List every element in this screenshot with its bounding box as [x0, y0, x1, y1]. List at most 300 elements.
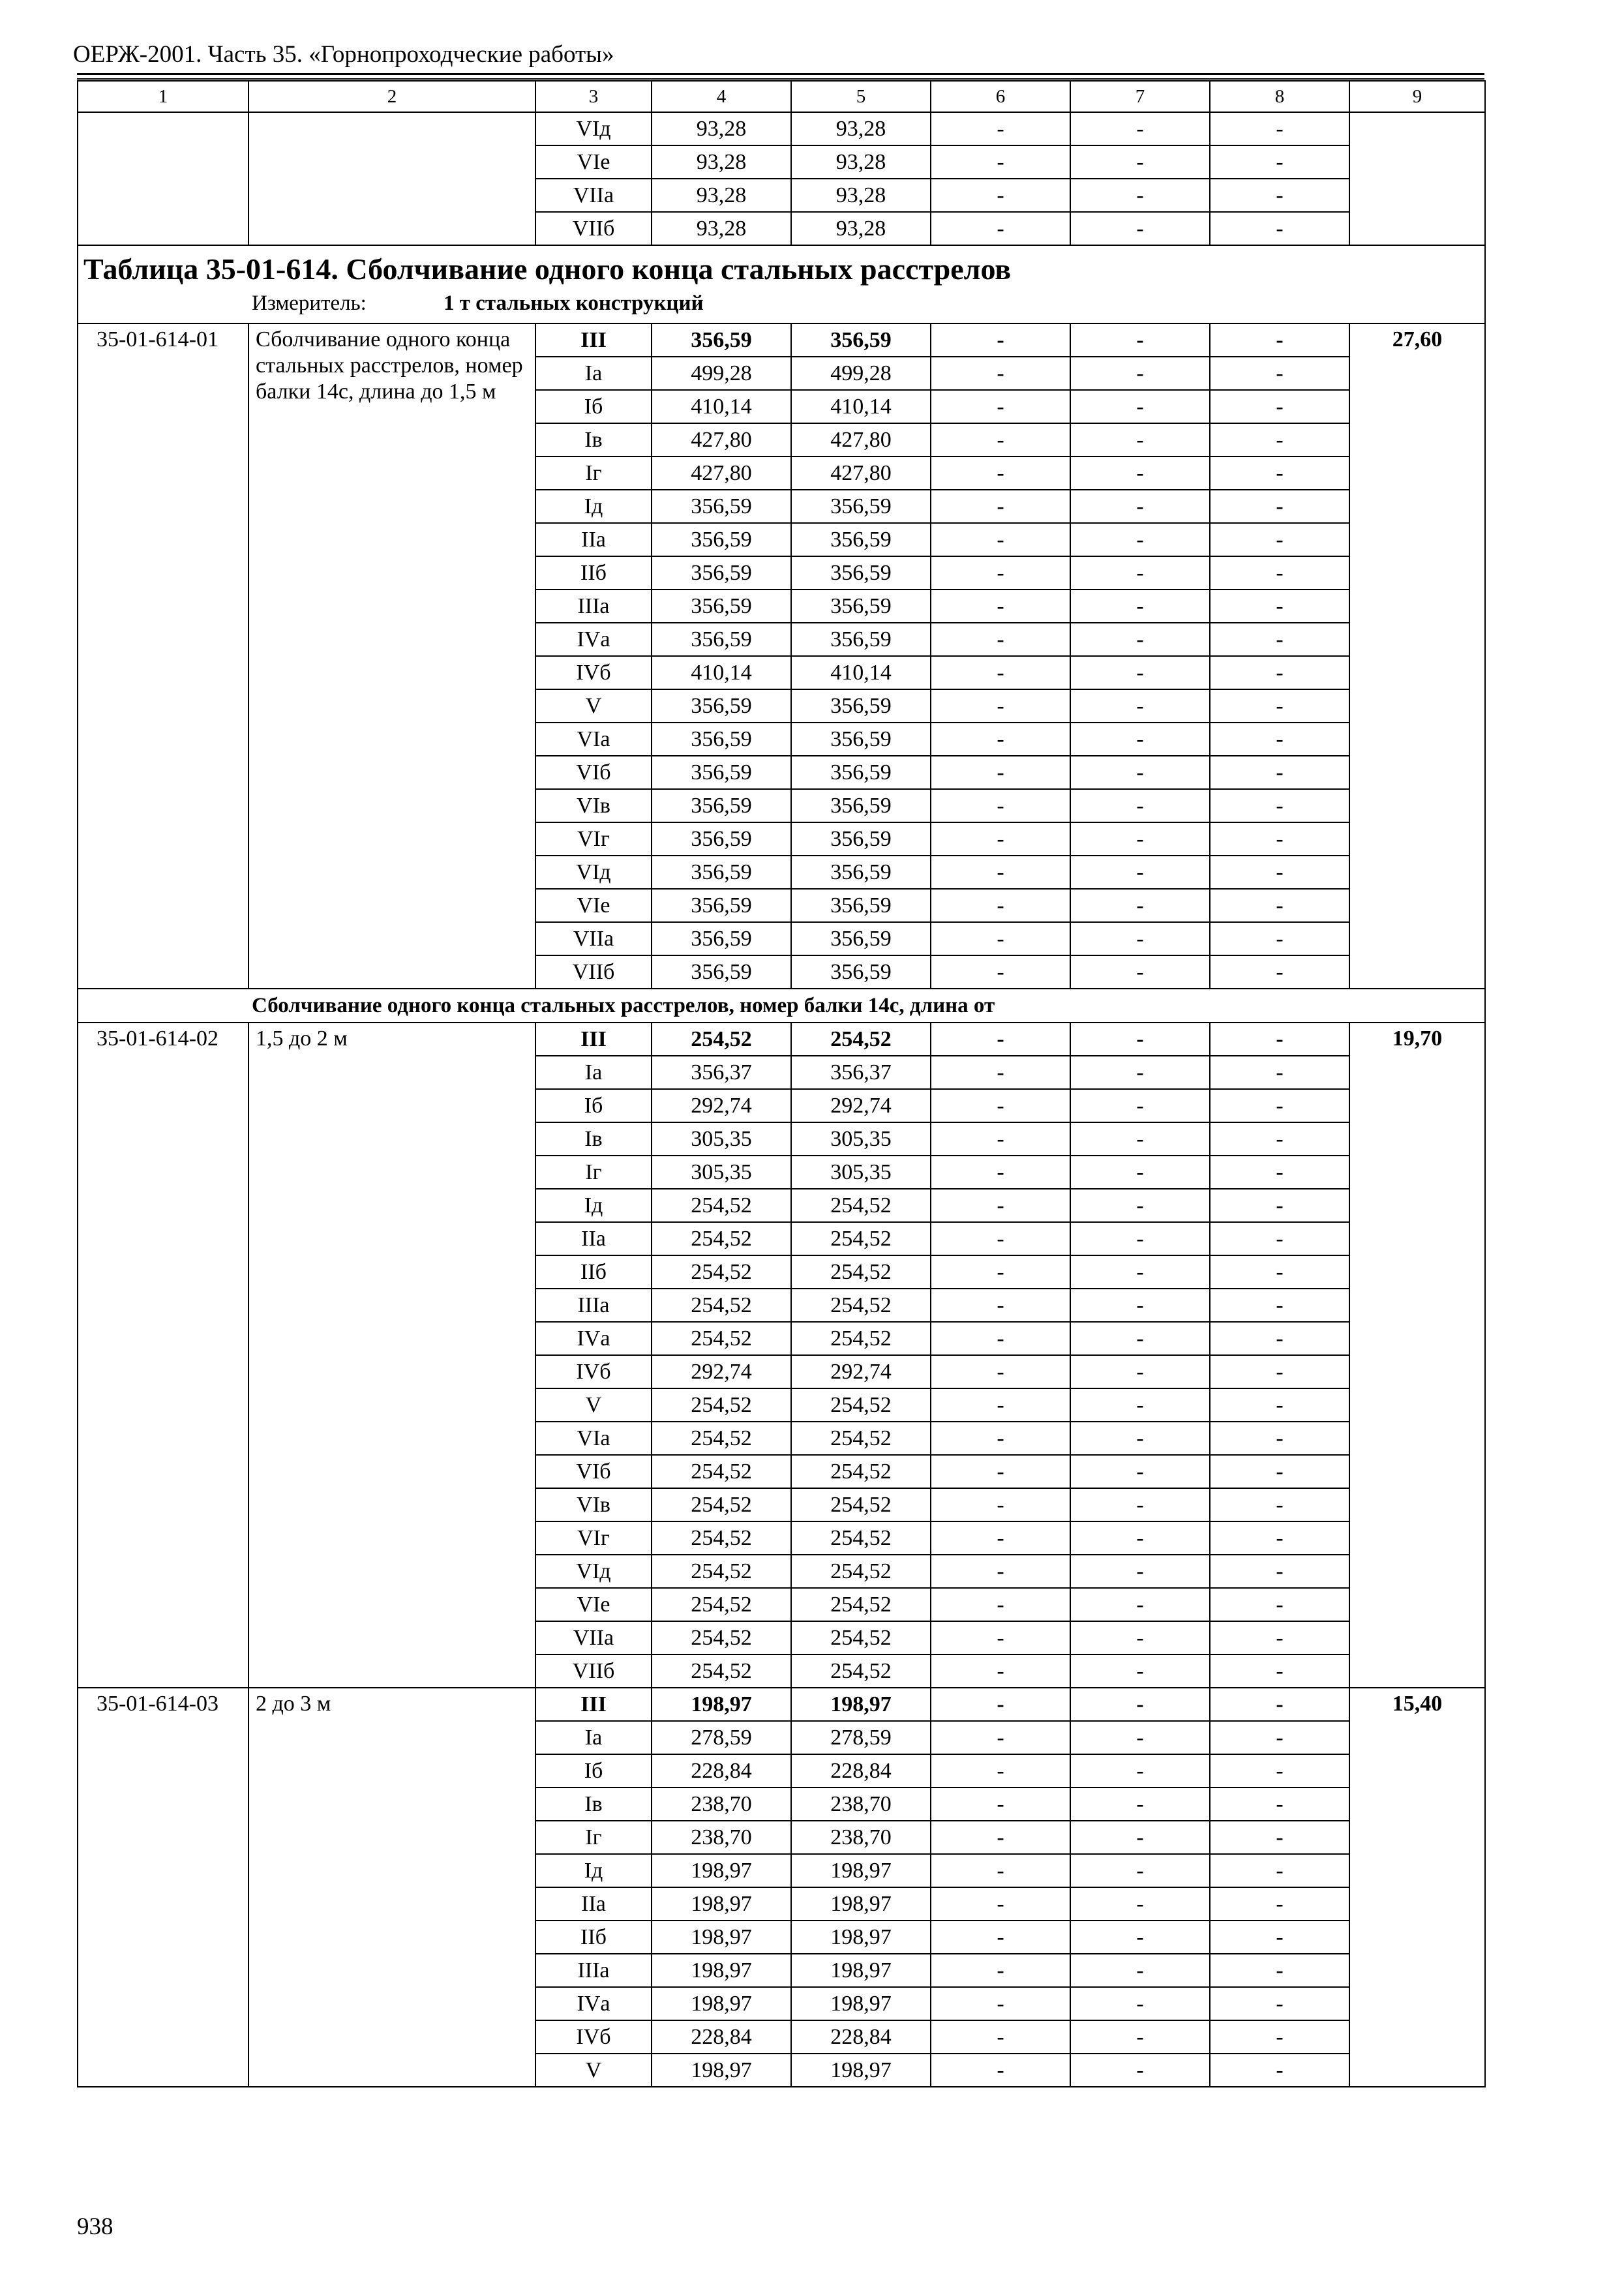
total-cost-cell: 356,59 — [652, 789, 791, 822]
total-cost-cell: 198,97 — [652, 1688, 791, 1721]
materials-cost-cell: - — [1210, 490, 1349, 523]
total-cost-cell: 254,52 — [652, 1455, 791, 1488]
total-cost-cell: 427,80 — [652, 423, 791, 456]
total-cost-cell: 356,37 — [652, 1056, 791, 1089]
territorial-zone-cell: Iб — [535, 1754, 652, 1788]
total-cost-cell: 356,59 — [652, 590, 791, 623]
wage-cost-cell: 305,35 — [791, 1122, 931, 1156]
total-cost-cell: 198,97 — [652, 1854, 791, 1887]
machine-cost-cell: - — [931, 1954, 1070, 1987]
materials-cost-cell: - — [1210, 1189, 1349, 1222]
driver-wage-cell: - — [1070, 955, 1210, 989]
driver-wage-cell: - — [1070, 1189, 1210, 1222]
machine-cost-cell: - — [931, 1289, 1070, 1322]
driver-wage-cell: - — [1070, 1222, 1210, 1255]
territorial-zone-cell: Iд — [535, 1189, 652, 1222]
materials-cost-cell: - — [1210, 423, 1349, 456]
wage-cost-cell: 198,97 — [791, 1954, 931, 1987]
territorial-zone-cell: III — [535, 1688, 652, 1721]
machine-cost-cell: - — [931, 390, 1070, 423]
total-cost-cell: 198,97 — [652, 1954, 791, 1987]
wage-cost-cell: 198,97 — [791, 1854, 931, 1887]
machine-cost-cell: - — [931, 1754, 1070, 1788]
total-cost-cell: 254,52 — [652, 1289, 791, 1322]
territorial-zone-cell: VIб — [535, 1455, 652, 1488]
materials-cost-cell: - — [1210, 1887, 1349, 1921]
territorial-zone-cell: Iв — [535, 1788, 652, 1821]
materials-cost-cell: - — [1210, 1355, 1349, 1388]
materials-cost-cell: - — [1210, 1289, 1349, 1322]
territorial-zone-cell: Iд — [535, 1854, 652, 1887]
work-description: 2 до 3 м — [248, 1688, 535, 2087]
driver-wage-cell: - — [1070, 423, 1210, 456]
machine-cost-cell: - — [931, 1555, 1070, 1588]
driver-wage-cell: - — [1070, 1455, 1210, 1488]
subheading-row — [78, 989, 1485, 1023]
machine-cost-cell: - — [931, 1654, 1070, 1688]
machine-cost-cell: - — [931, 623, 1070, 656]
total-cost-cell: 254,52 — [652, 1521, 791, 1555]
driver-wage-cell: - — [1070, 1954, 1210, 1987]
machine-cost-cell: - — [931, 1921, 1070, 1954]
header-rule-thin — [77, 78, 1484, 80]
wage-cost-cell: 93,28 — [791, 212, 931, 245]
territorial-zone-cell: VIе — [535, 1588, 652, 1621]
total-cost-cell: 278,59 — [652, 1721, 791, 1754]
wage-cost-cell: 356,59 — [791, 756, 931, 789]
total-cost-cell: 356,59 — [652, 523, 791, 556]
territorial-zone-cell: Iг — [535, 1156, 652, 1189]
wage-cost-cell: 356,59 — [791, 822, 931, 856]
machine-cost-cell: - — [931, 756, 1070, 789]
total-cost-cell: 356,59 — [652, 822, 791, 856]
driver-wage-cell: - — [1070, 179, 1210, 212]
driver-wage-cell: - — [1070, 822, 1210, 856]
total-cost-cell: 356,59 — [652, 723, 791, 756]
machine-cost-cell: - — [931, 1721, 1070, 1754]
driver-wage-cell: - — [1070, 1721, 1210, 1754]
driver-wage-cell: - — [1070, 1156, 1210, 1189]
materials-cost-cell: - — [1210, 1788, 1349, 1821]
wage-cost-cell: 238,70 — [791, 1821, 931, 1854]
wage-cost-cell: 93,28 — [791, 112, 931, 145]
materials-cost-cell: - — [1210, 789, 1349, 822]
wage-cost-cell: 356,59 — [791, 689, 931, 723]
machine-cost-cell: - — [931, 856, 1070, 889]
territorial-zone-cell: VIIа — [535, 1621, 652, 1654]
territorial-zone-cell: V — [535, 2054, 652, 2087]
driver-wage-cell: - — [1070, 1521, 1210, 1555]
territorial-zone-cell: IIIа — [535, 590, 652, 623]
territorial-zone-cell: III — [535, 1023, 652, 1056]
wage-cost-cell: 254,52 — [791, 1255, 931, 1289]
territorial-zone-cell: IIб — [535, 556, 652, 590]
total-cost-cell: 238,70 — [652, 1821, 791, 1854]
labor-cost-value: 15,40 — [1349, 1688, 1485, 2087]
total-cost-cell: 356,59 — [652, 922, 791, 955]
wage-cost-cell: 427,80 — [791, 456, 931, 490]
wage-cost-cell: 254,52 — [791, 1488, 931, 1521]
wage-cost-cell: 254,52 — [791, 1621, 931, 1654]
total-cost-cell: 356,59 — [652, 556, 791, 590]
territorial-zone-cell: VIа — [535, 723, 652, 756]
machine-cost-cell: - — [931, 423, 1070, 456]
territorial-zone-cell: IIб — [535, 1921, 652, 1954]
total-cost-cell: 356,59 — [652, 756, 791, 789]
wage-cost-cell: 254,52 — [791, 1289, 931, 1322]
total-cost-cell: 499,28 — [652, 357, 791, 390]
wage-cost-cell: 356,59 — [791, 623, 931, 656]
wage-cost-cell: 499,28 — [791, 357, 931, 390]
total-cost-cell: 254,52 — [652, 1422, 791, 1455]
total-cost-cell: 305,35 — [652, 1122, 791, 1156]
table-title: Таблица 35-01-614. Сболчивание одного конца стальных расстрелов — [83, 252, 1012, 286]
column-numbers-row — [78, 81, 1485, 112]
wage-cost-cell: 198,97 — [791, 1987, 931, 2020]
driver-wage-cell: - — [1070, 1422, 1210, 1455]
territorial-zone-cell: IVб — [535, 1355, 652, 1388]
wage-cost-cell: 254,52 — [791, 1422, 931, 1455]
machine-cost-cell: - — [931, 1089, 1070, 1122]
total-cost-cell: 254,52 — [652, 1488, 791, 1521]
materials-cost-cell: - — [1210, 145, 1349, 179]
materials-cost-cell: - — [1210, 656, 1349, 689]
materials-cost-cell: - — [1210, 1089, 1349, 1122]
wage-cost-cell: 292,74 — [791, 1089, 931, 1122]
materials-cost-cell: - — [1210, 1222, 1349, 1255]
total-cost-cell: 410,14 — [652, 390, 791, 423]
driver-wage-cell: - — [1070, 112, 1210, 145]
territorial-zone-cell: VIе — [535, 889, 652, 922]
territorial-zone-cell: VIIа — [535, 179, 652, 212]
machine-cost-cell: - — [931, 523, 1070, 556]
machine-cost-cell: - — [931, 822, 1070, 856]
wage-cost-cell: 356,59 — [791, 955, 931, 989]
driver-wage-cell: - — [1070, 1854, 1210, 1887]
territorial-zone-cell: Iв — [535, 1122, 652, 1156]
column-number: 3 — [535, 81, 652, 112]
materials-cost-cell: - — [1210, 1455, 1349, 1488]
wage-cost-cell: 93,28 — [791, 145, 931, 179]
wage-cost-cell: 305,35 — [791, 1156, 931, 1189]
column-number: 2 — [248, 81, 535, 112]
total-cost-cell: 238,70 — [652, 1788, 791, 1821]
materials-cost-cell: - — [1210, 1156, 1349, 1189]
wage-cost-cell: 278,59 — [791, 1721, 931, 1754]
wage-cost-cell: 228,84 — [791, 2020, 931, 2054]
materials-cost-cell: - — [1210, 1654, 1349, 1688]
territorial-zone-cell: VIд — [535, 1555, 652, 1588]
materials-cost-cell: - — [1210, 1721, 1349, 1754]
machine-cost-cell: - — [931, 1023, 1070, 1056]
materials-cost-cell: - — [1210, 922, 1349, 955]
column-number: 9 — [1349, 81, 1485, 112]
machine-cost-cell: - — [931, 1788, 1070, 1821]
wage-cost-cell: 254,52 — [791, 1023, 931, 1056]
materials-cost-cell: - — [1210, 1122, 1349, 1156]
materials-cost-cell: - — [1210, 2054, 1349, 2087]
wage-cost-cell: 356,59 — [791, 523, 931, 556]
total-cost-cell: 93,28 — [652, 179, 791, 212]
total-cost-cell: 356,59 — [652, 955, 791, 989]
materials-cost-cell: - — [1210, 179, 1349, 212]
wage-cost-cell: 198,97 — [791, 1921, 931, 1954]
machine-cost-cell: - — [931, 2054, 1070, 2087]
territorial-zone-cell: VIIб — [535, 955, 652, 989]
territorial-zone-cell: VIа — [535, 1422, 652, 1455]
total-cost-cell: 228,84 — [652, 2020, 791, 2054]
machine-cost-cell: - — [931, 1122, 1070, 1156]
wage-cost-cell: 198,97 — [791, 1887, 931, 1921]
wage-cost-cell: 356,59 — [791, 323, 931, 357]
total-cost-cell: 254,52 — [652, 1255, 791, 1289]
territorial-zone-cell: VIг — [535, 1521, 652, 1555]
machine-cost-cell: - — [931, 1821, 1070, 1854]
driver-wage-cell: - — [1070, 1788, 1210, 1821]
driver-wage-cell: - — [1070, 1821, 1210, 1854]
driver-wage-cell: - — [1070, 590, 1210, 623]
wage-cost-cell: 254,52 — [791, 1521, 931, 1555]
machine-cost-cell: - — [931, 1222, 1070, 1255]
driver-wage-cell: - — [1070, 1023, 1210, 1056]
rates-table — [77, 80, 1486, 2087]
materials-cost-cell: - — [1210, 1488, 1349, 1521]
materials-cost-cell: - — [1210, 1854, 1349, 1887]
work-description: Сболчивание одного конца стальных расстрелов, номер балки 14с, длина до 1,5 м — [248, 323, 535, 989]
driver-wage-cell: - — [1070, 490, 1210, 523]
wage-cost-cell: 254,52 — [791, 1588, 931, 1621]
wage-cost-cell: 356,59 — [791, 490, 931, 523]
driver-wage-cell: - — [1070, 856, 1210, 889]
territorial-zone-cell: VIIб — [535, 1654, 652, 1688]
territorial-zone-cell: VIд — [535, 856, 652, 889]
wage-cost-cell: 238,70 — [791, 1788, 931, 1821]
territorial-zone-cell: Iб — [535, 390, 652, 423]
territorial-zone-cell: VIг — [535, 822, 652, 856]
machine-cost-cell: - — [931, 789, 1070, 822]
materials-cost-cell: - — [1210, 456, 1349, 490]
driver-wage-cell: - — [1070, 756, 1210, 789]
measure-label: Измеритель: — [252, 292, 367, 315]
total-cost-cell: 427,80 — [652, 456, 791, 490]
materials-cost-cell: - — [1210, 623, 1349, 656]
wage-cost-cell: 356,59 — [791, 556, 931, 590]
total-cost-cell: 254,52 — [652, 1222, 791, 1255]
measure-line — [78, 290, 1484, 319]
machine-cost-cell: - — [931, 1056, 1070, 1089]
table-title-row — [78, 245, 1485, 323]
territorial-zone-cell: Iб — [535, 1089, 652, 1122]
wage-cost-cell: 93,28 — [791, 179, 931, 212]
territorial-zone-cell: IIа — [535, 523, 652, 556]
driver-wage-cell: - — [1070, 323, 1210, 357]
materials-cost-cell: - — [1210, 1056, 1349, 1089]
materials-cost-cell: - — [1210, 955, 1349, 989]
machine-cost-cell: - — [931, 490, 1070, 523]
machine-cost-cell: - — [931, 1521, 1070, 1555]
subheading: Сболчивание одного конца стальных расстрелов, номер балки 14с, длина от — [78, 989, 1485, 1023]
territorial-zone-cell: IVа — [535, 623, 652, 656]
table-title-cell — [78, 245, 1485, 323]
machine-cost-cell: - — [931, 1388, 1070, 1422]
territorial-zone-cell: V — [535, 689, 652, 723]
machine-cost-cell: - — [931, 1887, 1070, 1921]
table-row — [78, 323, 1485, 357]
page-number: 938 — [77, 2213, 113, 2240]
wage-cost-cell: 410,14 — [791, 390, 931, 423]
materials-cost-cell: - — [1210, 212, 1349, 245]
materials-cost-cell: - — [1210, 1555, 1349, 1588]
driver-wage-cell: - — [1070, 656, 1210, 689]
machine-cost-cell: - — [931, 1588, 1070, 1621]
wage-cost-cell: 254,52 — [791, 1388, 931, 1422]
driver-wage-cell: - — [1070, 1122, 1210, 1156]
materials-cost-cell: - — [1210, 2020, 1349, 2054]
wage-cost-cell: 356,59 — [791, 889, 931, 922]
machine-cost-cell: - — [931, 357, 1070, 390]
machine-cost-cell: - — [931, 1987, 1070, 2020]
labor-cost-value — [1349, 112, 1485, 245]
driver-wage-cell: - — [1070, 212, 1210, 245]
materials-cost-cell: - — [1210, 1954, 1349, 1987]
total-cost-cell: 410,14 — [652, 656, 791, 689]
driver-wage-cell: - — [1070, 523, 1210, 556]
total-cost-cell: 356,59 — [652, 689, 791, 723]
materials-cost-cell: - — [1210, 390, 1349, 423]
machine-cost-cell: - — [931, 1189, 1070, 1222]
driver-wage-cell: - — [1070, 922, 1210, 955]
driver-wage-cell: - — [1070, 789, 1210, 822]
total-cost-cell: 198,97 — [652, 2054, 791, 2087]
machine-cost-cell: - — [931, 1688, 1070, 1721]
wage-cost-cell: 356,59 — [791, 789, 931, 822]
territorial-zone-cell: Iа — [535, 1056, 652, 1089]
header-rule — [77, 73, 1484, 75]
total-cost-cell: 254,52 — [652, 1023, 791, 1056]
territorial-zone-cell: IIб — [535, 1255, 652, 1289]
driver-wage-cell: - — [1070, 623, 1210, 656]
materials-cost-cell: - — [1210, 1821, 1349, 1854]
machine-cost-cell: - — [931, 922, 1070, 955]
driver-wage-cell: - — [1070, 556, 1210, 590]
total-cost-cell: 254,52 — [652, 1322, 791, 1355]
machine-cost-cell: - — [931, 456, 1070, 490]
materials-cost-cell: - — [1210, 856, 1349, 889]
territorial-zone-cell: IVа — [535, 1322, 652, 1355]
total-cost-cell: 254,52 — [652, 1654, 791, 1688]
driver-wage-cell: - — [1070, 1555, 1210, 1588]
machine-cost-cell: - — [931, 145, 1070, 179]
machine-cost-cell: - — [931, 1488, 1070, 1521]
total-cost-cell: 356,59 — [652, 323, 791, 357]
territorial-zone-cell: Iг — [535, 456, 652, 490]
materials-cost-cell: - — [1210, 1422, 1349, 1455]
column-number: 7 — [1070, 81, 1210, 112]
materials-cost-cell: - — [1210, 1688, 1349, 1721]
machine-cost-cell: - — [931, 656, 1070, 689]
machine-cost-cell: - — [931, 556, 1070, 590]
materials-cost-cell: - — [1210, 323, 1349, 357]
column-number: 1 — [78, 81, 248, 112]
driver-wage-cell: - — [1070, 1322, 1210, 1355]
territorial-zone-cell: IIа — [535, 1222, 652, 1255]
machine-cost-cell: - — [931, 1355, 1070, 1388]
wage-cost-cell: 427,80 — [791, 423, 931, 456]
column-number: 4 — [652, 81, 791, 112]
table-row — [78, 1688, 1485, 1721]
driver-wage-cell: - — [1070, 390, 1210, 423]
materials-cost-cell: - — [1210, 1588, 1349, 1621]
driver-wage-cell: - — [1070, 2020, 1210, 2054]
wage-cost-cell: 356,59 — [791, 922, 931, 955]
total-cost-cell: 254,52 — [652, 1621, 791, 1654]
territorial-zone-cell: VIв — [535, 789, 652, 822]
total-cost-cell: 254,52 — [652, 1555, 791, 1588]
materials-cost-cell: - — [1210, 1754, 1349, 1788]
territorial-zone-cell: VIд — [535, 112, 652, 145]
total-cost-cell: 356,59 — [652, 623, 791, 656]
total-cost-cell: 254,52 — [652, 1588, 791, 1621]
work-description: 1,5 до 2 м — [248, 1023, 535, 1688]
table-code: 35-01-614-03 — [78, 1688, 248, 2087]
driver-wage-cell: - — [1070, 1588, 1210, 1621]
wage-cost-cell: 228,84 — [791, 1754, 931, 1788]
wage-cost-cell: 198,97 — [791, 1688, 931, 1721]
materials-cost-cell: - — [1210, 1255, 1349, 1289]
machine-cost-cell: - — [931, 1621, 1070, 1654]
materials-cost-cell: - — [1210, 756, 1349, 789]
column-number: 6 — [931, 81, 1070, 112]
driver-wage-cell: - — [1070, 1255, 1210, 1289]
territorial-zone-cell: VIе — [535, 145, 652, 179]
wage-cost-cell: 198,97 — [791, 2054, 931, 2087]
machine-cost-cell: - — [931, 889, 1070, 922]
materials-cost-cell: - — [1210, 590, 1349, 623]
territorial-zone-cell: IVб — [535, 2020, 652, 2054]
table-code: 35-01-614-02 — [78, 1023, 248, 1688]
territorial-zone-cell: VIв — [535, 1488, 652, 1521]
machine-cost-cell: - — [931, 1322, 1070, 1355]
materials-cost-cell: - — [1210, 1987, 1349, 2020]
territorial-zone-cell: IVб — [535, 656, 652, 689]
materials-cost-cell: - — [1210, 523, 1349, 556]
materials-cost-cell: - — [1210, 1621, 1349, 1654]
page-header: ОЕРЖ-2001. Часть 35. «Горнопроходческие работы» — [73, 41, 614, 68]
territorial-zone-cell: VIб — [535, 756, 652, 789]
territorial-zone-cell: V — [535, 1388, 652, 1422]
driver-wage-cell: - — [1070, 1887, 1210, 1921]
driver-wage-cell: - — [1070, 1688, 1210, 1721]
driver-wage-cell: - — [1070, 1754, 1210, 1788]
driver-wage-cell: - — [1070, 145, 1210, 179]
total-cost-cell: 305,35 — [652, 1156, 791, 1189]
driver-wage-cell: - — [1070, 723, 1210, 756]
territorial-zone-cell: VIIа — [535, 922, 652, 955]
column-number: 8 — [1210, 81, 1349, 112]
driver-wage-cell: - — [1070, 1056, 1210, 1089]
table-code — [78, 112, 248, 245]
machine-cost-cell: - — [931, 323, 1070, 357]
driver-wage-cell: - — [1070, 1654, 1210, 1688]
wage-cost-cell: 410,14 — [791, 656, 931, 689]
total-cost-cell: 198,97 — [652, 1921, 791, 1954]
materials-cost-cell: - — [1210, 112, 1349, 145]
driver-wage-cell: - — [1070, 1621, 1210, 1654]
driver-wage-cell: - — [1070, 1488, 1210, 1521]
total-cost-cell: 228,84 — [652, 1754, 791, 1788]
machine-cost-cell: - — [931, 2020, 1070, 2054]
wage-cost-cell: 254,52 — [791, 1455, 931, 1488]
